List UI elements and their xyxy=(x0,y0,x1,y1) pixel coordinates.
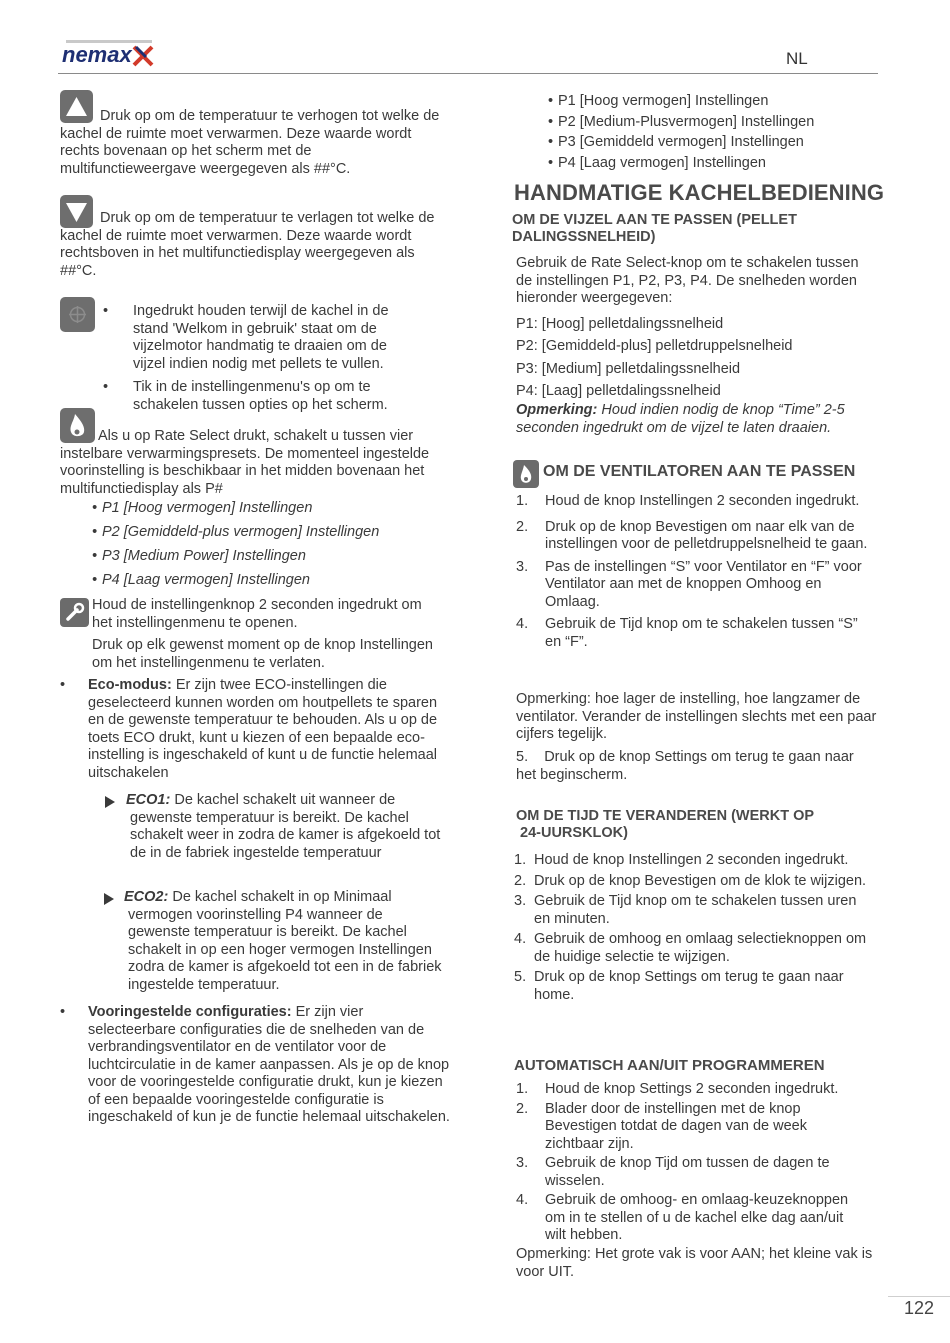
page-number: 122 xyxy=(904,1298,935,1318)
eco1-paragraph xyxy=(126,792,445,862)
triangle-bullet-icon xyxy=(105,796,115,808)
list-item: • P2 [Medium-Plusvermogen] Instellingen xyxy=(548,112,888,133)
list-item: • Tik in de instellingenmenu's op om te schakelen tussen opties op het scherm. xyxy=(103,379,423,414)
list-item: 4. Gebruik de omhoog en omlaag selectieknoppen om de huidige selectie te wijzigen. xyxy=(514,931,867,965)
auger-note-label: Opmerking: xyxy=(516,402,598,418)
rate-presets-list xyxy=(92,500,452,596)
triangle-bullet-icon xyxy=(104,893,114,905)
flame-drop-icon xyxy=(513,460,539,488)
list-item: 1. Houd de knop Settings 2 seconden ingedrukt. xyxy=(516,1081,839,1097)
settings-open-text: Houd de instellingenknop 2 seconden ingedrukt om het instellingenmenu te openen. xyxy=(92,597,422,631)
time-heading: OM DE TIJD TE VERANDEREN (WERKT OP 24-UURSKLOK) xyxy=(516,808,815,841)
auto-steps-list xyxy=(516,1081,868,1245)
nemaxx-logo xyxy=(62,38,157,68)
eco-mode-text: Er zijn twee ECO-instellingen die geselecteerd kunnen worden om houtpellets te sparen en de gewenste temperatuur te behouden. Als u op de toets ECO drukt, kunt u kiezen of een bepaalde eco-instelling is ingeschakeld of kunt u de functie helemaal uitschakelen xyxy=(88,677,438,781)
list-item: • P3 [Gemiddeld vermogen] Instellingen xyxy=(548,132,888,153)
eco-mode-paragraph xyxy=(88,677,450,782)
menu-icon xyxy=(60,297,95,332)
fan-note: Opmerking: hoe lager de instelling, hoe langzamer de ventilator. Verander de instellingen slechts met een paar cijfers tegelijk. xyxy=(516,691,877,742)
list-item: 2. Druk op de knop Bevestigen om de klok te wijzigen. xyxy=(514,872,867,889)
bullet-dot: • xyxy=(60,677,66,693)
auto-note: Opmerking: Het grote vak is voor AAN; het kleine vak is voor UIT. xyxy=(516,1246,873,1280)
footer-divider xyxy=(888,1296,950,1297)
wrench-icon xyxy=(60,598,89,627)
fan-step-5: 5. Druk op de knop Settings om terug te gaan naar het beginscherm. xyxy=(516,749,858,783)
preset-config-text: Er zijn vier selecteerbare configuraties die de snelheden van de verbrandingsventilator en de ventilator voor de luchtcirculatie in de kamer aanpassen. Als je op de knop voor de vooringestelde configuratie drukt, kun je kiezen of een bepaalde vooringestelde configuratie is ingeschakeld of kun je de functie helemaal uitschakelen. xyxy=(88,1004,450,1125)
preset-config-label: Vooringestelde configuraties: xyxy=(88,1004,292,1020)
list-item: 3. Pas de instellingen “S” voor Ventilator en “F” voor Ventilator aan met de knoppen Omhoog en Omlaag. xyxy=(516,558,862,610)
auger-note-text: Houd indien nodig de knop “Time” 2-5 seconden ingedrukt om de vijzel te laten draaien. xyxy=(516,402,845,436)
list-item: P3: [Medium] pelletdalingssnelheid xyxy=(516,360,741,377)
list-item: P2: [Gemiddeld-plus] pelletdruppelsnelheid xyxy=(516,338,793,355)
down-description: Druk op om de temperatuur te verlagen tot welke de kachel de ruimte moet verwarmen. Deze waarde wordt rechtsboven in het multifunctiedisplay weergegeven als ##°C. xyxy=(60,210,435,279)
preset-config-paragraph xyxy=(88,1004,450,1127)
list-item: 2. Druk op de knop Bevestigen om naar elk van de instellingen voor de pelletdruppelsnelheid te gaan. xyxy=(516,518,868,552)
fan-heading: OM DE VENTILATOREN AAN TE PASSEN xyxy=(543,463,856,480)
list-item: • P4 [Laag vermogen] Instellingen xyxy=(92,572,452,590)
eco2-label: ECO2: xyxy=(124,889,169,905)
list-item: 4. Gebruik de omhoog- en omlaag-keuzeknoppen om in te stellen of u de kachel elke dag aan/uit wilt hebben. xyxy=(516,1192,849,1243)
section-title: HANDMATIGE KACHELBEDIENING xyxy=(514,180,885,205)
eco-mode-label: Eco-modus: xyxy=(88,677,172,693)
svg-text:nemax: nemax xyxy=(62,42,132,67)
fan-steps-list xyxy=(516,493,868,651)
time-steps-list xyxy=(514,852,874,1004)
auger-note xyxy=(516,402,874,437)
list-item: • P1 [Hoog vermogen] Instellingen xyxy=(92,500,452,518)
list-item: 3. Gebruik de Tijd knop om te schakelen tussen uren en minuten. xyxy=(514,893,857,927)
list-item: • P3 [Medium Power] Instellingen xyxy=(92,548,452,566)
list-item: 1. Houd de knop Instellingen 2 seconden ingedrukt. xyxy=(514,852,849,868)
auto-heading: AUTOMATISCH AAN/UIT PROGRAMMEREN xyxy=(514,1057,825,1074)
list-item: • P1 [Hoog vermogen] Instellingen xyxy=(548,91,888,112)
auger-rates-list xyxy=(516,313,876,402)
eco2-text: De kachel schakelt in op Minimaal vermogen voorinstelling P4 wanneer de gewenste temperatuur is bereikt. De kachel schakelt in op een hoger vermogen Instellingen zodra de kamer is afgekoeld tot een in de fabriek ingestelde temperatuur. xyxy=(128,889,442,993)
up-description: Druk op om de temperatuur te verhogen tot welke de kachel de ruimte moet verwarmen. Deze waarde wordt rechts bovenaan op het scherm met de multifunctieweergave weergegeven als ##°C. xyxy=(60,108,440,177)
rate-select-description: Als u op Rate Select drukt, schakelt u tussen vier instelbare verwarmingspresets. De momenteel ingestelde voorinstelling is beschikbaar in het midden bovenaan het multifunctiedisplay als P# xyxy=(60,428,430,497)
settings-exit-text: Druk op elk gewenst moment op de knop Instellingen om het instellingenmenu te verlaten. xyxy=(92,637,433,671)
list-item: P4: [Laag] pelletdalingssnelheid xyxy=(516,382,721,399)
list-item: P1: [Hoog] pelletdalingssnelheid xyxy=(516,316,724,332)
list-item: 2. Blader door de instellingen met de knop Bevestigen totdat de dagen van de week zichtbaar zijn. xyxy=(516,1100,807,1152)
list-item: 1. Houd de knop Instellingen 2 seconden ingedrukt. xyxy=(516,493,860,509)
eco2-paragraph xyxy=(124,889,446,994)
menu-bullet-list xyxy=(103,303,423,414)
eco1-label: ECO1: xyxy=(126,792,171,808)
language-label: NL xyxy=(786,49,808,68)
eco1-text: De kachel schakelt uit wanneer de gewenste temperatuur is bereikt. De kachel schakelt weer in zodra de kamer is afgekoeld tot de in de fabriek ingestelde temperatuur xyxy=(130,792,441,861)
list-item: 3. Gebruik de knop Tijd om tussen de dagen te wisselen. xyxy=(516,1155,830,1189)
list-item: 4. Gebruik de Tijd knop om te schakelen tussen “S” en “F”. xyxy=(516,616,858,650)
auger-description: Gebruik de Rate Select-knop om te schakelen tussen de instellingen P1, P2, P3, P4. De snelheden worden hieronder weergegeven: xyxy=(516,255,859,306)
list-item: • P4 [Laag vermogen] Instellingen xyxy=(548,153,888,174)
header-divider xyxy=(58,73,878,74)
power-presets-list xyxy=(548,91,888,174)
auger-heading: OM DE VIJZEL AAN TE PASSEN (PELLET DALINGSSNELHEID) xyxy=(512,212,797,245)
list-item: 5. Druk op de knop Settings om terug te gaan naar home. xyxy=(514,969,844,1003)
list-item: • Ingedrukt houden terwijl de kachel in de stand 'Welkom in gebruik' staat om de vijzelmotor handmatig te draaien om de vijzel indien nodig met pellets te vullen. xyxy=(103,303,423,373)
bullet-dot: • xyxy=(60,1004,66,1020)
list-item: • P2 [Gemiddeld-plus vermogen] Instellingen xyxy=(92,524,452,542)
